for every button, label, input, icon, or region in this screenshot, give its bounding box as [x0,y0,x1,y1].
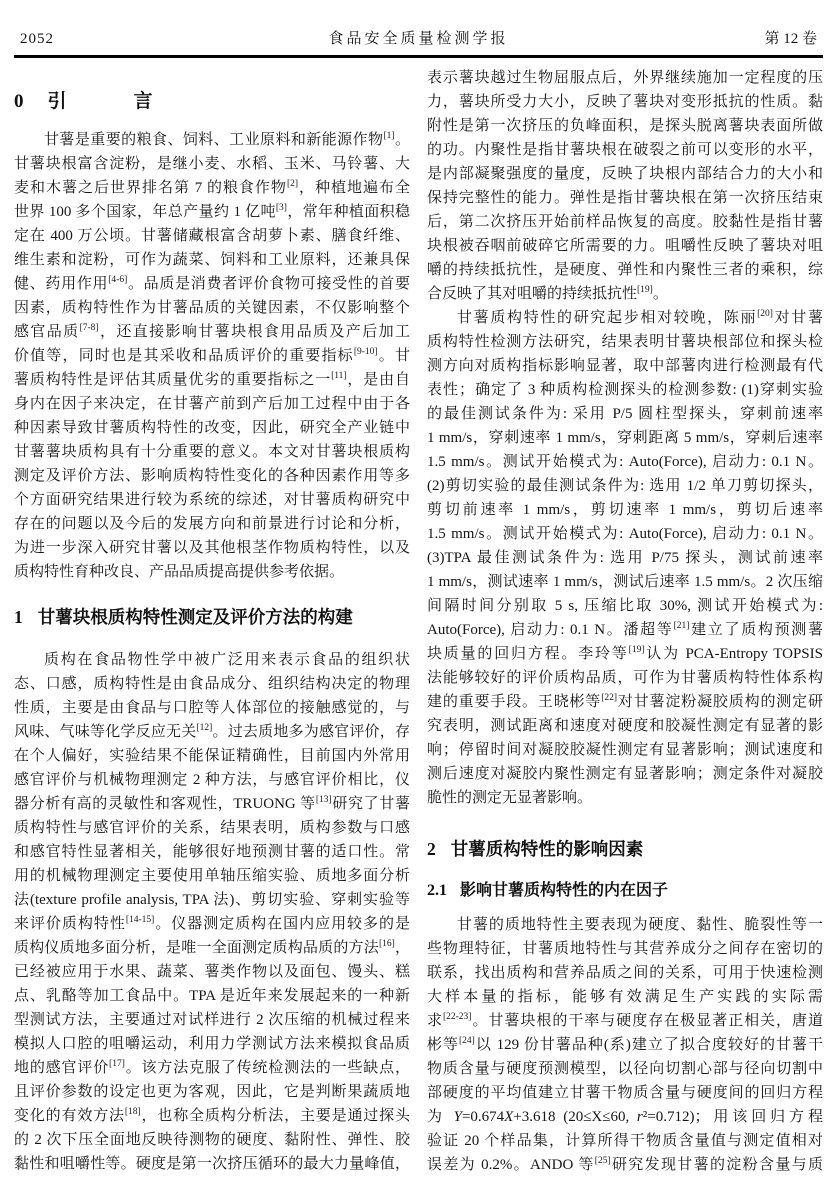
section-1-title: 甘薯块根质构特性测定及评价方法的构建 [37,606,353,627]
section-2-title: 甘薯质构特性的影响因素 [450,838,644,859]
text-line: 脆性的测定无显著影响。 [427,789,593,806]
text-line: 因素，质构特性作为甘薯品质的关键因素，不仅影响整个 [14,299,410,316]
text-line: 验证 20 个样品集，计算所得干物质含量值与测定值相对 [427,1132,823,1149]
text-line: 物质含量与硬度预测模型，以径向切割心部与径向切割中 [427,1060,823,1077]
section-0-title: 引 言 [47,90,177,112]
text-line: 测定及评价方法、影响质构特性变化的各种因素作用等多 [14,467,410,484]
text-line: 甘薯薯块质构具有十分重要的意义。本文对甘薯块根质构 [14,443,410,460]
text-line: 误差为 0.2%。ANDO 等[25]研究发现甘薯的淀粉含量与质 [427,1155,823,1173]
text-line: 质构在食品物性学中被广泛用来表示食品的组织状 [44,651,410,668]
right-column [427,66,823,1177]
intro-paragraph [14,128,410,584]
text-line: 1.5 mm/s。测试开始模式为: Auto(Force), 启动力: 0.1 N。 [427,525,823,542]
text-line: 附性是第一次挤压的负峰面积，是探头脱离薯块表面所做 [427,117,823,134]
text-line: 和感官特性显著相关，能够很好地预测甘薯的适口性。常 [14,843,410,860]
text-line: 甘薯块根富含淀粉，是继小麦、水稻、玉米、马铃薯、大 [14,155,410,172]
section-2-heading [427,836,823,861]
text-line: 求[22-23]。甘薯块根的干率与硬度存在极显著正相关，唐道 [427,1011,823,1029]
text-line: 的 2 次下压全面地反映待测物的硬度、黏附性、弹性、胶 [14,1131,410,1148]
volume-label: 第 12 卷 [764,31,817,47]
text-line: 块质量的回归方程。李玲等[19]认为 PCA-Entropy TOPSIS [427,644,823,662]
text-line: 健、药用作用[4-6]。品质是消费者评价食物可接受性的首要 [14,274,410,292]
text-line: 1.5 mm/s。测试开始模式为: Auto(Force), 启动力: 0.1 N。 [427,453,823,470]
section-1-number: 1 [14,606,23,627]
text-line: 质构仪质地多面分析，是唯一全面测定质构品质的方法[16]， [14,938,410,956]
text-line: 的最佳测试条件为: 采用 P/5 圆柱型探头，穿刺前速率 [427,405,823,422]
text-line: 嚼的持续抵抗性，是硬度、弹性和内聚性三者的乘积，综 [427,261,823,278]
text-line: 为 Y=0.674X+3.618 (20≤X≤60, r²=0.712)；用该回归方程 [427,1108,823,1125]
text-line: 块根被吞咽前破碎它所需要的力。咀嚼性反映了薯块对咀 [427,237,823,254]
text-line: 点、乳酪等加工食品中。TPA 是近年来发展起来的一种新 [14,987,410,1004]
section-2-1-number: 2.1 [427,881,447,899]
section-2-number: 2 [427,838,436,859]
text-line: 种因素导致甘薯质构特性的改变，因此，研究全产业链中 [14,419,410,436]
text-line: 感官品质[7-8]，还直接影响甘薯块根食用品质及产后加工 [14,322,410,340]
tpa-parameters-paragraph [427,66,823,306]
text-line: 麦和木薯之后世界排名第 7 的粮食作物[2]，种植地遍布全 [14,178,410,196]
text-line: 黏性和咀嚼性等。硬度是第一次挤压循环的最大力量峰值， [14,1155,410,1172]
text-line: 器分析有高的灵敏性和客观性，TRUONG 等[13]研究了甘薯 [14,794,410,812]
text-line: 性质，主要是由食品与口腔等人体部位的接触感觉的，与 [14,699,410,716]
texture-measurement-paragraph [14,648,410,1176]
section-2-1-title: 影响甘薯质构特性的内在因子 [460,881,669,899]
text-line: 感官评价与机械物理测定 2 种方法，与感官评价相比，仪 [14,771,410,788]
text-line: 1 mm/s，测试速率 1 mm/s，测试后速率 1.5 mm/s。2 次压缩 [427,573,823,590]
text-line: (2)剪切实验的最佳测试条件为: 选用 1/2 单刀剪切探头， [427,477,823,494]
text-line: 定在 400 万公顷。甘薯储藏根富含胡萝卜素、膳食纤维、 [14,227,410,244]
detection-methods-paragraph [427,306,823,810]
text-line: 建的重要手段。王晓彬等[22]对甘薯淀粉凝胶质构的测定研 [427,692,823,710]
text-line: 为进一步深入研究甘薯以及其他根茎作物质构特性，以及 [14,539,410,556]
text-line: 甘薯是重要的粮食、饲料、工业原料和新能源作物[1]。 [44,130,410,148]
text-line: 个方面研究结果进行较为系统的综述，对甘薯质构研究中 [14,491,410,508]
text-line: 来评价质构特性[14-15]。仪器测定质构在国内应用较多的是 [14,914,410,932]
text-line: 彬等[24]以 129 份甘薯品种(系)建立了拟合度较好的甘薯干 [427,1035,823,1053]
text-line: 测方向对质构指标影响显著，取中部薯肉进行检测最有代 [427,357,823,374]
text-line: (3)TPA 最佳测试条件为: 选用 P/75 探头，测试前速率 [427,549,823,566]
text-line: 薯质构特性是评估其质量优劣的重要指标之一[11]，是由自 [14,370,410,388]
text-line: 模拟人口腔的咀嚼运动，利用力学测试方法来模拟食品质 [14,1035,410,1052]
two-column-body [14,66,823,1177]
text-line: 大样本量的指标，能够有效满足生产实践的实际需 [427,988,823,1005]
internal-factors-paragraph [427,913,823,1177]
text-line: 法能够较好的评价质构品质，可作为甘薯质构特性体系构 [427,669,823,686]
page-header [14,0,823,55]
text-line: 已经被应用于水果、蔬菜、薯类作物以及面包、馒头、糕 [14,963,410,980]
text-line: 变化的有效方法[18]，也称全质构分析法，主要是通过探头 [14,1106,410,1124]
text-line: 合反映了其对咀嚼的持续抵抗性[19]。 [427,284,668,302]
text-line: 部硬度的平均值建立甘薯干物质含量与硬度间的回归方程 [427,1084,823,1101]
text-line: 保持完整性的能力。弹性是指甘薯块根在第一次挤压结束 [427,189,823,206]
text-line: 价值等，同时也是其采收和品质评价的重要指标[9-10]。甘 [14,346,410,364]
text-line: 且评价参数的设定也更为客观，因此，它是判断果蔬质地 [14,1083,410,1100]
text-line: 些物理特征，甘薯质地特性与其营养成分之间存在密切的 [427,940,823,957]
text-line: 质构特性与感官评价的关系，结果表明，质构参数与口感 [14,819,410,836]
text-line: 维生素和淀粉，可作为蔬菜、饲料和工业原料，还兼具保 [14,251,410,268]
text-line: 存在的问题以及今后的发展方向和前景进行讨论和分析， [14,515,410,532]
text-line: 态、口感，质构特性是由食品成分、组织结构决定的物理 [14,675,410,692]
page-number: 2052 [20,31,54,47]
text-line: 用的机械物理测定主要使用单轴压缩实验、质地多面分析 [14,867,410,884]
left-column [14,66,410,1177]
text-line: 身内在因子来决定，在甘薯产前到产后加工过程中由于各 [14,395,410,412]
text-line: 世界 100 多个国家，年总产量约 1 亿吨[3]，常年种植面积稳 [14,202,410,220]
text-line: 1 mm/s，穿刺速率 1 mm/s，穿刺距离 5 mm/s，穿刺后速率 [427,429,823,446]
text-line: 质构特性育种改良、产品品质提高提供参考依据。 [14,563,345,580]
text-line: 法(texture profile analysis, TPA 法)、剪切实验、穿刺实验等 [14,891,410,908]
text-line: 是内部凝聚强度的量度，反映了块根内部结合力的大小和 [427,165,823,182]
text-line: 联系，找出质构和营养品质之间的关系，可用于快速检测 [427,964,823,981]
text-line: 风味、气味等化学反应无关[12]。过去质地多为感官评价，存 [14,722,410,740]
text-line: 间隔时间分别取 5 s, 压缩比取 30%, 测试开始模式为: [427,597,823,614]
section-2-1-heading [427,877,823,900]
text-line: 测后速度对凝胶内聚性测定有显著影响；测定条件对凝胶 [427,765,823,782]
section-0-heading [14,86,410,113]
text-line: 甘薯质构特性的研究起步相对较晚，陈丽[20]对甘薯 [457,308,823,326]
text-line: Auto(Force), 启动力: 0.1 N。潘超等[21]建立了质构预测薯 [427,620,823,638]
text-line: 表示薯块越过生物屈服点后，外界继续施加一定程度的压 [427,69,823,86]
text-line: 究表明，测试距离和速度对硬度和胶凝性测定有显著的影 [427,717,823,734]
text-line: 质构特性检测方法研究，结果表明甘薯块根部位和探头检 [427,333,823,350]
header-rule [14,55,823,58]
text-line: 表性；确定了 3 种质构检测探头的检测参数: (1)穿刺实验 [427,381,823,398]
text-line: 剪切前速率 1 mm/s，剪切速率 1 mm/s，剪切后速率 [427,501,823,518]
journal-title: 食品安全质量检测学报 [328,31,509,47]
text-line: 响；停留时间对凝胶胶凝性测定有显著影响；测试速度和 [427,741,823,758]
section-0-number: 0 [14,90,24,112]
text-line: 后，第二次挤压开始前样品恢复的高度。胶黏性是指甘薯 [427,213,823,230]
text-line: 地的感官评价[17]。该方法克服了传统检测法的一些缺点， [14,1058,410,1076]
text-line: 的功。内聚性是指甘薯块根在破裂之前可以变形的水平， [427,141,823,158]
text-line: 甘薯的质地特性主要表现为硬度、黏性、脆裂性等一 [457,916,823,933]
text-line: 型测试方法，主要通过对试样进行 2 次压缩的机械过程来 [14,1011,410,1028]
section-1-heading [14,604,410,629]
text-line: 力，薯块所受力大小，反映了薯块对变形抵抗的性质。黏 [427,93,823,110]
text-line: 在个人偏好，实验结果不能保证精确性，目前国内外常用 [14,747,410,764]
